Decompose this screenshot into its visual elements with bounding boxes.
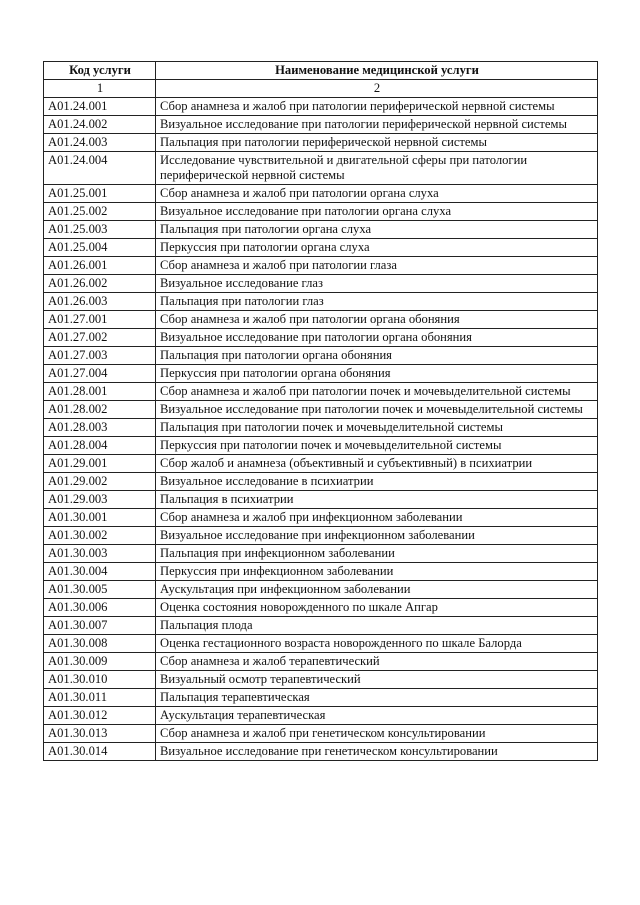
- service-code-cell: A01.25.002: [44, 203, 156, 221]
- column-number-2: 2: [156, 80, 598, 98]
- service-name-cell: Аускультация терапевтическая: [156, 707, 598, 725]
- service-code-cell: A01.30.005: [44, 581, 156, 599]
- service-name-cell: Визуальное исследование при патологии органа слуха: [156, 203, 598, 221]
- service-code-cell: A01.30.014: [44, 743, 156, 761]
- table-row: [44, 293, 598, 311]
- service-code-cell: A01.30.009: [44, 653, 156, 671]
- service-code-cell: A01.27.001: [44, 311, 156, 329]
- service-name-cell: Перкуссия при патологии органа слуха: [156, 239, 598, 257]
- table-header-row: [44, 62, 598, 80]
- table-row: [44, 617, 598, 635]
- service-name-cell: Визуальное исследование в психиатрии: [156, 473, 598, 491]
- table-row: [44, 311, 598, 329]
- service-code-cell: A01.28.002: [44, 401, 156, 419]
- service-name-cell: Пальпация плода: [156, 617, 598, 635]
- table-row: [44, 653, 598, 671]
- table-row: [44, 257, 598, 275]
- table-body: [44, 62, 598, 761]
- table-row: [44, 329, 598, 347]
- service-code-cell: A01.30.010: [44, 671, 156, 689]
- service-code-cell: A01.28.004: [44, 437, 156, 455]
- service-code-cell: A01.28.001: [44, 383, 156, 401]
- service-name-cell: Визуальное исследование при генетическом консультировании: [156, 743, 598, 761]
- table-row: [44, 185, 598, 203]
- table-row: [44, 707, 598, 725]
- table-row: [44, 134, 598, 152]
- service-code-cell: A01.30.006: [44, 599, 156, 617]
- service-name-cell: Перкуссия при инфекционном заболевании: [156, 563, 598, 581]
- service-name-cell: Визуальное исследование при патологии органа обоняния: [156, 329, 598, 347]
- table-row: [44, 437, 598, 455]
- table-row: [44, 98, 598, 116]
- table-row: [44, 419, 598, 437]
- service-name-cell: Пальпация при патологии почек и мочевыделительной системы: [156, 419, 598, 437]
- service-code-cell: A01.30.004: [44, 563, 156, 581]
- service-code-cell: A01.29.002: [44, 473, 156, 491]
- service-name-cell: Визуальное исследование при патологии почек и мочевыделительной системы: [156, 401, 598, 419]
- service-name-cell: Пальпация при патологии периферической нервной системы: [156, 134, 598, 152]
- table-row: [44, 455, 598, 473]
- service-name-cell: Перкуссия при патологии органа обоняния: [156, 365, 598, 383]
- service-name-cell: Визуальное исследование при инфекционном заболевании: [156, 527, 598, 545]
- table-row: [44, 635, 598, 653]
- service-code-cell: A01.30.002: [44, 527, 156, 545]
- service-code-cell: A01.25.001: [44, 185, 156, 203]
- service-name-cell: Сбор анамнеза и жалоб при патологии почек и мочевыделительной системы: [156, 383, 598, 401]
- table-row: [44, 689, 598, 707]
- service-name-cell: Аускультация при инфекционном заболевании: [156, 581, 598, 599]
- service-code-cell: A01.30.011: [44, 689, 156, 707]
- service-code-cell: A01.24.002: [44, 116, 156, 134]
- service-name-cell: Пальпация терапевтическая: [156, 689, 598, 707]
- table-row: [44, 365, 598, 383]
- service-code-cell: A01.24.003: [44, 134, 156, 152]
- service-code-cell: A01.25.004: [44, 239, 156, 257]
- table-row: [44, 581, 598, 599]
- header-service-name: Наименование медицинской услуги: [156, 62, 598, 80]
- table-row: [44, 491, 598, 509]
- service-name-cell: Оценка гестационного возраста новорожденного по шкале Балорда: [156, 635, 598, 653]
- service-name-cell: Сбор анамнеза и жалоб при патологии органа слуха: [156, 185, 598, 203]
- service-code-cell: A01.30.013: [44, 725, 156, 743]
- table-row: [44, 473, 598, 491]
- medical-services-table: [43, 61, 598, 761]
- table-row: [44, 527, 598, 545]
- table-row: [44, 275, 598, 293]
- service-code-cell: A01.30.003: [44, 545, 156, 563]
- service-code-cell: A01.25.003: [44, 221, 156, 239]
- service-code-cell: A01.30.008: [44, 635, 156, 653]
- service-code-cell: A01.29.003: [44, 491, 156, 509]
- service-name-cell: Пальпация при инфекционном заболевании: [156, 545, 598, 563]
- service-code-cell: A01.29.001: [44, 455, 156, 473]
- service-name-cell: Оценка состояния новорожденного по шкале Апгар: [156, 599, 598, 617]
- service-name-cell: Визуальное исследование глаз: [156, 275, 598, 293]
- table-row: [44, 545, 598, 563]
- service-code-cell: A01.26.002: [44, 275, 156, 293]
- service-name-cell: Визуальный осмотр терапевтический: [156, 671, 598, 689]
- table-row: [44, 563, 598, 581]
- table-row: [44, 743, 598, 761]
- service-code-cell: A01.30.001: [44, 509, 156, 527]
- service-code-cell: A01.27.004: [44, 365, 156, 383]
- table-row: [44, 401, 598, 419]
- service-code-cell: A01.26.003: [44, 293, 156, 311]
- service-code-cell: A01.30.007: [44, 617, 156, 635]
- table-row: [44, 671, 598, 689]
- table-row: [44, 347, 598, 365]
- table-row: [44, 221, 598, 239]
- service-code-cell: A01.30.012: [44, 707, 156, 725]
- service-code-cell: A01.27.003: [44, 347, 156, 365]
- header-service-code: Код услуги: [44, 62, 156, 80]
- table-row: [44, 152, 598, 185]
- service-name-cell: Пальпация при патологии органа слуха: [156, 221, 598, 239]
- service-name-cell: Сбор анамнеза и жалоб при генетическом консультировании: [156, 725, 598, 743]
- service-name-cell: Пальпация в психиатрии: [156, 491, 598, 509]
- service-name-cell: Перкуссия при патологии почек и мочевыделительной системы: [156, 437, 598, 455]
- service-code-cell: A01.24.004: [44, 152, 156, 185]
- service-name-cell: Пальпация при патологии органа обоняния: [156, 347, 598, 365]
- service-name-cell: Сбор анамнеза и жалоб при патологии глаза: [156, 257, 598, 275]
- service-name-cell: Сбор анамнеза и жалоб терапевтический: [156, 653, 598, 671]
- column-number-1: 1: [44, 80, 156, 98]
- table-row: [44, 203, 598, 221]
- service-code-cell: A01.28.003: [44, 419, 156, 437]
- service-name-cell: Сбор анамнеза и жалоб при инфекционном заболевании: [156, 509, 598, 527]
- column-number-row: [44, 80, 598, 98]
- table-row: [44, 116, 598, 134]
- table-row: [44, 383, 598, 401]
- table-row: [44, 509, 598, 527]
- service-name-cell: Пальпация при патологии глаз: [156, 293, 598, 311]
- service-name-cell: Исследование чувствительной и двигательной сферы при патологии периферической нервной системы: [156, 152, 598, 185]
- service-code-cell: A01.27.002: [44, 329, 156, 347]
- table-row: [44, 725, 598, 743]
- service-name-cell: Сбор анамнеза и жалоб при патологии органа обоняния: [156, 311, 598, 329]
- service-name-cell: Визуальное исследование при патологии периферической нервной системы: [156, 116, 598, 134]
- service-name-cell: Сбор анамнеза и жалоб при патологии периферической нервной системы: [156, 98, 598, 116]
- table-row: [44, 599, 598, 617]
- service-name-cell: Сбор жалоб и анамнеза (объективный и субъективный) в психиатрии: [156, 455, 598, 473]
- service-code-cell: A01.24.001: [44, 98, 156, 116]
- table-row: [44, 239, 598, 257]
- service-code-cell: A01.26.001: [44, 257, 156, 275]
